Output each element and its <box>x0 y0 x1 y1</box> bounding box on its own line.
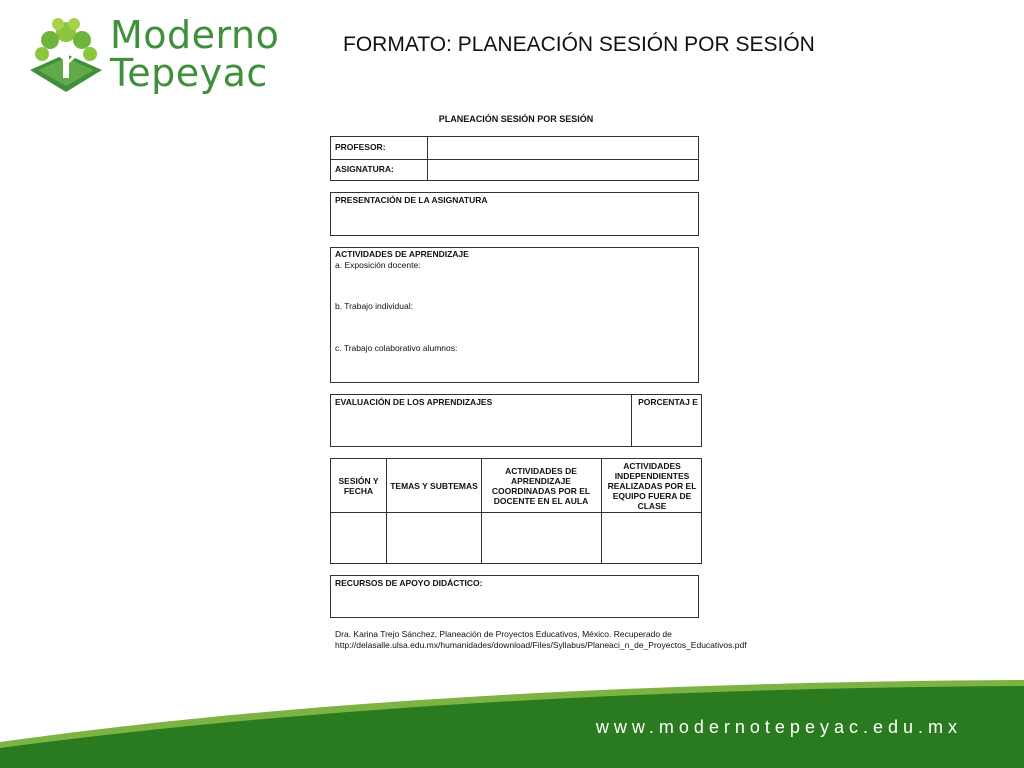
asignatura-label: ASIGNATURA: <box>335 164 394 174</box>
recursos-box <box>330 575 699 618</box>
citation-text: Dra. Karina Trejo Sánchez, Planeación de Proyectos Educativos, México. Recuperado de http://delasalle.ulsa.edu.mx/humanidades/download/Files/Syllabus/Planeaci_n_de_Proyectos_Educativos.pdf <box>335 629 747 650</box>
form-title: PLANEACIÓN SESIÓN POR SESIÓN <box>438 114 594 124</box>
column-divider <box>601 459 602 563</box>
sessions-table <box>330 458 702 564</box>
footer-wave <box>0 660 1024 768</box>
actividad-item: b. Trabajo individual: <box>335 301 413 311</box>
actividades-box <box>330 247 699 383</box>
actividad-item: c. Trabajo colaborativo alumnos: <box>335 343 458 353</box>
header-actividades-coordinadas: ACTIVIDADES DE APRENDIZAJE COORDINADAS POR EL DOCENTE EN EL AULA <box>491 465 591 506</box>
brand-line-1: Moderno <box>110 13 280 57</box>
evaluacion-box <box>330 394 702 447</box>
recursos-label: RECURSOS DE APOYO DIDÁCTICO: <box>335 578 483 588</box>
column-divider <box>427 137 428 159</box>
evaluacion-label: EVALUACIÓN DE LOS APRENDIZAJES <box>335 397 493 407</box>
column-divider <box>481 459 482 563</box>
profesor-row <box>331 137 698 160</box>
brand-name <box>110 13 280 95</box>
actividades-label: ACTIVIDADES DE APRENDIZAJE <box>335 249 469 259</box>
header-sesion-fecha: SESIÓN Y FECHA <box>338 475 379 496</box>
footer-band <box>0 660 1024 768</box>
slide-title: FORMATO: PLANEACIÓN SESIÓN POR SESIÓN <box>343 33 815 56</box>
column-divider <box>631 395 632 446</box>
header-temas-subtemas: TEMAS Y SUBTEMAS <box>390 480 478 491</box>
brand-logo <box>28 14 318 96</box>
porcentaje-label: PORCENTAJ E <box>638 397 698 407</box>
tree-logo-icon <box>28 14 104 96</box>
profesor-label: PROFESOR: <box>335 142 386 152</box>
brand-line-2: Tepeyac <box>110 51 268 95</box>
actividad-item: a. Exposición docente: <box>335 260 421 270</box>
planning-form-document <box>330 108 747 668</box>
presentacion-label: PRESENTACIÓN DE LA ASIGNATURA <box>335 195 488 205</box>
identification-table <box>330 136 699 181</box>
presentacion-box <box>330 192 699 236</box>
header-actividades-independientes: ACTIVIDADES INDEPENDIENTES REALIZADAS POR EL EQUIPO FUERA DE CLASE <box>607 460 697 511</box>
column-divider <box>427 159 428 181</box>
website-url[interactable]: www.modernotepeyac.edu.mx <box>595 717 962 737</box>
asignatura-row <box>331 159 698 181</box>
